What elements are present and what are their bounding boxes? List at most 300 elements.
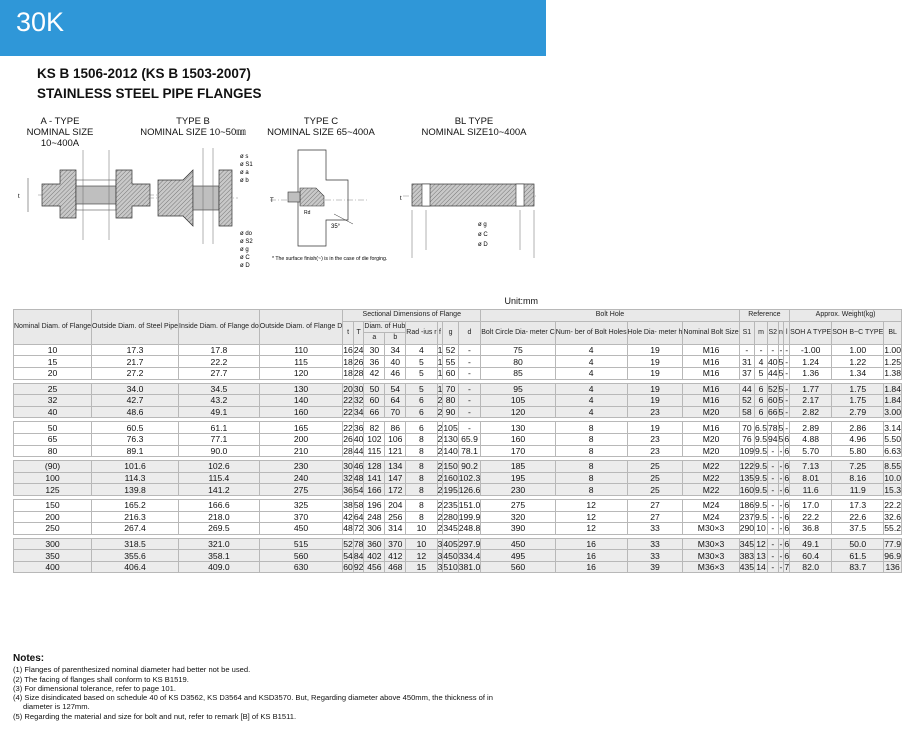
table-cell: - [458,395,481,407]
table-cell: 22.2 [884,500,901,511]
table-cell: 25 [14,383,92,395]
table-cell: 12 [555,499,627,511]
col-n: n [778,321,784,344]
table-cell: 8 [555,472,627,484]
table-cell: 160 [739,484,755,495]
table-cell: 40 [385,356,406,368]
note-2: (2) The facing of flanges shall conform to KS B1519. [13,674,189,684]
table-cell: 32 [14,395,92,407]
table-cell: 2 [437,511,443,522]
table-cell: 126.6 [458,484,481,495]
col-inside: Inside Diam. of Flange do [179,310,260,345]
table-cell: 1.77 [790,383,832,395]
note-1: (1) Flanges of parenthesized nominal diameter had better not be used. [13,665,251,675]
svg-text:t: t [400,196,402,202]
table-cell: - [779,345,783,356]
table-cell: 60 [364,395,385,407]
table-cell: 515 [259,538,342,550]
table-cell: - [785,407,789,418]
table-cell: 101.6 [92,461,179,473]
table-cell: 275 [481,499,556,511]
table-cell: 16 [555,538,627,550]
table-cell: 235 [443,500,458,511]
table-cell: 5 [778,383,784,394]
col-hole: Hole Dia- meter h [627,321,683,344]
table-row [14,561,902,573]
table-cell: 390 [481,523,556,535]
table-cell: 10 [756,523,766,534]
table-cell: 42 [343,511,353,522]
table-cell: 1.38 [884,368,901,379]
table-cell: 19 [627,395,683,407]
table-cell: 25 [627,461,683,473]
table-cell: 2 [437,473,443,484]
table-cell: 4 [406,344,437,356]
table-row [14,550,902,562]
table-cell: 166 [364,484,385,496]
table-cell: 58 [739,406,754,418]
table-cell: 77.1 [179,433,260,445]
table-cell: 406.4 [92,561,179,573]
table-cell: - [785,422,789,433]
table-cell: 165.2 [92,499,179,511]
table-cell: 86 [385,422,406,434]
table-cell: 22 [343,395,353,406]
table-cell: - [458,356,481,368]
table-cell: 2.17 [790,395,832,407]
table-cell: 150 [443,461,458,472]
table-cell: 314 [385,523,406,535]
table-cell: 248.8 [458,523,481,534]
table-cell: 165 [259,422,342,434]
table-cell: 135 [739,473,755,484]
table-cell: 33 [627,523,683,535]
type-c-drawing [270,150,387,262]
table-cell: M22 [683,461,739,473]
table-cell: 54 [353,484,364,495]
table-cell: 22 [343,407,353,418]
table-cell: 11.9 [832,484,884,496]
table-cell: 110 [259,344,342,356]
table-cell: 77.9 [884,538,901,549]
col-bl: BL [884,321,902,344]
table-cell: 195 [481,472,556,484]
table-cell: 8 [406,499,437,511]
table-cell: M16 [683,356,739,368]
table-row [14,406,902,418]
table-cell: 450 [481,538,556,550]
table-cell: 13 [756,550,766,561]
table-cell: 26 [353,356,364,367]
table-cell: 5.50 [884,434,901,445]
table-cell: 10.0 [884,473,901,484]
table-cell: - [767,550,778,562]
dim-label-d: ø D [240,263,250,269]
table-cell: 160 [259,406,342,418]
table-cell: 383 [739,550,755,561]
table-row [14,344,902,356]
dim-label-s: ø s [240,154,249,160]
table-cell: 1 [437,383,443,394]
table-row [14,383,902,395]
table-cell: 140 [443,445,458,456]
table-cell: 6 [784,550,790,561]
table-cell: 125 [14,484,92,496]
table-cell: 64 [353,511,364,522]
table-cell: 300 [14,538,92,550]
table-cell: 8.55 [884,461,901,472]
table-cell: 141.2 [179,484,260,496]
dim-label-do: ø do [240,231,253,237]
table-cell: 9.5 [755,445,767,456]
table-cell: M16 [683,383,739,395]
table-cell: -1.00 [790,344,832,356]
table-cell: 280 [443,511,458,522]
table-cell: 128 [364,461,385,473]
table-cell: 16 [343,345,353,356]
table-cell: 115 [364,445,385,457]
table-cell: 34.0 [92,383,179,395]
table-cell: 405 [443,538,458,549]
table-cell: 160 [443,473,458,484]
table-cell: 6 [784,473,790,484]
table-cell: 4 [755,356,768,368]
table-cell: 18 [343,368,353,379]
table-cell: 25 [627,484,683,496]
table-row [14,356,902,368]
table-cell: - [739,344,754,356]
table-row [14,472,902,484]
table-cell: 75 [481,344,556,356]
table-cell: 8 [406,433,437,445]
table-cell: 33 [627,550,683,562]
table-cell: 2 [437,434,443,445]
table-cell: - [458,367,481,379]
table-cell: 90.0 [179,445,260,457]
table-cell: - [458,383,481,395]
table-cell: 32.6 [884,511,901,522]
table-cell: 290 [739,523,755,534]
dim-label-angle: 35° [331,224,341,230]
table-cell: 92 [353,562,364,573]
table-cell: 5 [755,367,768,379]
table-cell: 6 [784,511,790,522]
dim-label-rd: Rd [304,210,311,216]
table-cell: 200 [14,511,92,523]
table-cell: 40 [14,406,92,418]
table-cell: 9.5 [755,511,767,522]
table-cell: 334.4 [458,550,481,561]
table-cell: - [767,499,778,511]
table-cell: 22.2 [790,511,832,523]
product-title: STAINLESS STEEL PIPE FLANGES [37,86,262,101]
note-4-cont: diameter is 127mm. [23,702,90,712]
table-cell: 230 [259,461,342,473]
table-cell: 230 [481,484,556,496]
table-cell: - [767,461,778,473]
table-cell: (90) [14,461,92,473]
table-cell: 6 [406,406,437,418]
table-cell: 1.75 [832,395,884,407]
table-cell: 2 [437,422,443,433]
table-cell: 1.36 [790,367,832,379]
table-cell: 70 [739,422,754,434]
table-cell: M16 [683,367,739,379]
table-cell: 409.0 [179,561,260,573]
table-cell: 218.0 [179,511,260,523]
table-cell: 412 [385,550,406,562]
table-cell: 102 [364,433,385,445]
table-cell: 560 [259,550,342,562]
table-cell: 115 [259,356,342,368]
table-cell: - [767,538,778,550]
table-cell: 15 [14,356,92,368]
table-cell: 1 [437,356,443,367]
table-cell: 160 [481,433,556,445]
table-cell: 70 [385,406,406,418]
table-cell: 7 [784,562,790,573]
table-cell: 80 [443,395,458,407]
table-cell: 76 [739,433,754,445]
table-cell: 6 [784,484,790,495]
table-cell: 2.86 [832,422,884,434]
table-cell: - [779,523,783,534]
table-cell: 8.01 [790,472,832,484]
table-cell: 34.5 [179,383,260,395]
svg-text:t: t [18,194,20,200]
table-cell: 90 [443,406,458,418]
table-cell: - [779,511,783,522]
table-cell: - [458,422,481,434]
table-cell: 248 [364,511,385,523]
table-cell: 19 [627,383,683,395]
type-b-name: TYPE B [176,116,210,127]
table-cell: 36 [353,422,364,433]
table-cell: 78 [353,538,364,549]
table-cell: 6 [784,500,790,511]
table-cell: 5 [778,407,784,418]
table-cell: 48 [353,473,364,484]
table-cell: 43.2 [179,395,260,407]
table-cell: 65.9 [458,433,481,445]
table-row [14,445,902,457]
table-cell: - [767,344,778,356]
table-cell: 9.5 [755,473,767,484]
table-cell: 21.7 [92,356,179,368]
table-cell: 49.1 [179,406,260,418]
col-nominal: Nominal Diam. of Flange [14,310,92,345]
table-cell: 23 [627,445,683,457]
table-cell: 96.9 [884,550,901,561]
table-cell: 2 [437,407,443,418]
table-cell: 9.5 [755,434,767,445]
table-cell: 5 [778,356,784,367]
table-cell: 8 [406,461,437,473]
table-cell: 5.70 [790,445,832,457]
table-cell: 38 [343,500,353,511]
table-cell: 50 [364,383,385,395]
table-cell: 60 [767,395,778,406]
table-cell: 1.84 [884,395,901,406]
table-cell: 82.0 [790,561,832,573]
unit-label: Unit:mm [504,296,538,306]
col-reference: Reference [739,310,789,322]
table-cell: 6 [755,406,768,418]
table-cell: M24 [683,499,739,511]
table-cell: 134 [385,461,406,473]
table-cell: - [779,500,783,511]
type-b-size: NOMINAL SIZE 10~50㎜ [140,127,246,138]
page-title: 30K [16,7,65,37]
table-cell: 82 [364,422,385,434]
table-cell: 3 [437,538,443,549]
table-cell: 6 [755,383,768,395]
table-row [14,538,902,550]
table-cell: 26 [343,434,353,445]
table-cell: 9.5 [755,500,767,511]
table-cell: 2.89 [790,422,832,434]
table-cell: 80 [481,356,556,368]
table-cell: 1.34 [832,367,884,379]
col-l: l [784,321,790,344]
dim-label-a: ø a [240,170,249,176]
table-cell: - [767,561,778,573]
table-cell: 2 [437,395,443,406]
dimension-table [13,309,902,573]
table-cell: 240 [259,472,342,484]
table-cell: 61.5 [832,550,884,562]
table-cell: M20 [683,445,739,457]
table-cell: 19 [627,367,683,379]
col-d: d [458,321,481,344]
table-cell: 402 [364,550,385,562]
col-sectional: Sectional Dimensions of Flange [343,310,481,322]
table-cell: 136 [885,562,900,573]
table-cell: 5 [406,367,437,379]
type-bl-size: NOMINAL SIZE10~400A [421,127,527,138]
table-cell: 102.6 [179,461,260,473]
table-cell: 320 [481,511,556,523]
table-cell: 6 [784,461,790,472]
col-bolt-hole: Bolt Hole [481,310,739,322]
table-cell: 140 [259,395,342,407]
table-row [14,484,902,496]
table-cell: 4.96 [832,433,884,445]
col-soh-a: SOH A TYPE [790,321,832,344]
table-cell: 60 [343,562,353,573]
table-cell: 50.0 [832,538,884,550]
table-cell: - [767,511,778,523]
table-cell: 46 [385,367,406,379]
table-cell: 90.2 [458,461,481,473]
table-cell: - [767,445,778,457]
table-cell: 560 [481,561,556,573]
table-cell: 350 [14,550,92,562]
table-cell: 78.1 [458,445,481,457]
table-cell: 4 [555,383,627,395]
table-cell: 66 [364,406,385,418]
table-cell: 16 [555,550,627,562]
table-cell: 17.3 [832,499,884,511]
col-a: a [364,333,385,345]
table-cell: 40 [353,434,364,445]
table-cell: 267.4 [92,523,179,535]
table-cell: 306 [364,523,385,535]
table-cell: 130 [259,383,342,395]
table-cell: 4 [555,406,627,418]
table-cell: - [779,538,783,549]
table-cell: 32 [343,473,353,484]
col-weight: Approx. Weight(kg) [790,310,902,322]
table-cell: M16 [683,395,739,407]
table-cell: 1.00 [884,345,901,356]
table-cell: - [779,473,783,484]
table-cell: 1.22 [832,356,884,368]
table-cell: 185 [481,461,556,473]
table-cell: 6 [406,422,437,434]
table-cell: 8 [555,422,627,434]
table-cell: 84 [353,550,364,561]
table-cell: 55.2 [884,523,901,534]
table-cell: 120 [259,367,342,379]
note-5: (5) Regarding the material and size for bolt and nut, refer to remark [B] of KS B1511. [13,711,297,721]
table-cell: 147 [385,472,406,484]
table-cell: 5.80 [832,445,884,457]
svg-text:ø C: ø C [478,232,488,238]
dim-label-c: ø C [240,255,250,261]
table-cell: 468 [385,561,406,573]
table-cell: 297.9 [458,538,481,549]
table-cell: 54 [343,550,353,561]
table-cell: 52 [343,538,353,549]
col-t: t [343,321,354,344]
table-cell: 42 [364,367,385,379]
table-cell: 76.3 [92,433,179,445]
table-cell: 115.4 [179,472,260,484]
col-outside-flange: Outside Diam. of Flange D [259,310,342,345]
table-cell: 2 [437,445,443,456]
table-cell: 11.6 [790,484,832,496]
table-cell: - [458,344,481,356]
table-cell: 3 [437,550,443,561]
table-cell: 4 [555,367,627,379]
table-cell: 321.0 [179,538,260,550]
table-cell: 345 [739,538,755,549]
table-cell: 61.1 [179,422,260,434]
table-cell: 105 [481,395,556,407]
type-bl-drawing [400,184,536,258]
col-s2: S2 [767,321,778,344]
type-b-drawing [148,148,253,269]
table-cell: 370 [385,538,406,550]
table-cell: M20 [683,406,739,418]
table-cell: 60.5 [92,422,179,434]
table-row [14,395,902,407]
table-cell: 27 [627,511,683,523]
table-cell: 37 [739,367,754,379]
table-cell: 6 [784,523,790,534]
table-cell: 22.2 [179,356,260,368]
type-bl-label [413,116,535,138]
table-cell: 33 [627,538,683,550]
table-cell: 3.00 [884,407,901,418]
table-cell: 1 [437,345,443,356]
table-cell: 49.1 [790,538,832,550]
table-cell: 170 [481,445,556,457]
table-cell: 23 [627,433,683,445]
table-cell: - [779,484,783,495]
table-cell: 12 [756,538,766,549]
